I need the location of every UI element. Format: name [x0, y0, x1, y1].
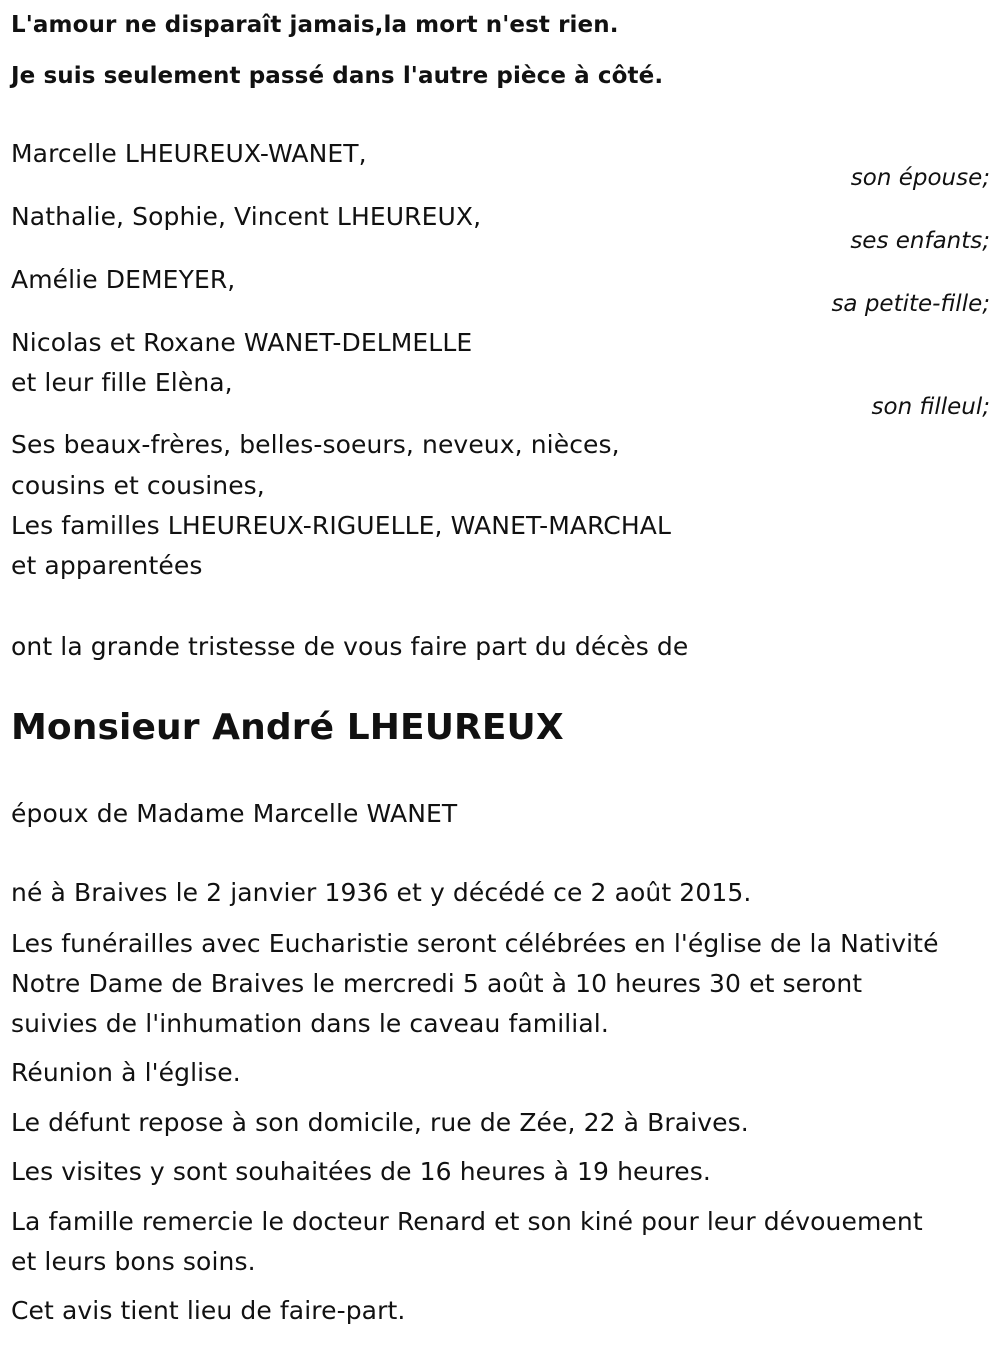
deceased-name: Monsieur André LHEUREUX	[11, 707, 564, 748]
family-role-spouse: son épouse;	[850, 165, 990, 191]
birth-death-line: né à Braives le 2 janvier 1936 et y décédé ce 2 août 2015.	[11, 878, 752, 907]
family-name-godson-line-2: et leur fille Elèna,	[11, 368, 233, 397]
visits-line: Les visites y sont souhaitées de 16 heures à 19 heures.	[11, 1157, 711, 1186]
family-role-godson: son filleul;	[871, 394, 990, 420]
others-line-1: Ses beaux-frères, belles-soeurs, neveux, nièces,	[11, 430, 620, 459]
family-name-children: Nathalie, Sophie, Vincent LHEUREUX,	[11, 202, 482, 231]
funeral-line-2: Notre Dame de Braives le mercredi 5 août à 10 heures 30 et seront	[11, 969, 863, 998]
rest-line: Le défunt repose à son domicile, rue de Zée, 22 à Braives.	[11, 1108, 749, 1137]
funeral-line-3: suivies de l'inhumation dans le caveau familial.	[11, 1009, 609, 1038]
family-role-granddaughter: sa petite-fille;	[831, 291, 990, 317]
others-line-2: cousins et cousines,	[11, 471, 265, 500]
others-line-3: Les familles LHEUREUX-RIGUELLE, WANET-MARCHAL	[11, 511, 671, 540]
family-name-godson-line-1: Nicolas et Roxane WANET-DELMELLE	[11, 328, 473, 357]
family-name-spouse: Marcelle LHEUREUX-WANET,	[11, 139, 367, 168]
thanks-line-1: La famille remercie le docteur Renard et son kiné pour leur dévouement	[11, 1207, 923, 1236]
quote-line-1: L'amour ne disparaît jamais,la mort n'est rien.	[11, 12, 619, 38]
spouse-line: époux de Madame Marcelle WANET	[11, 799, 458, 828]
family-role-children: ses enfants;	[850, 228, 990, 254]
others-line-4: et apparentées	[11, 551, 203, 580]
thanks-line-2: et leurs bons soins.	[11, 1247, 256, 1276]
closing-line: Cet avis tient lieu de faire-part.	[11, 1296, 406, 1325]
funeral-line-1: Les funérailles avec Eucharistie seront célébrées en l'église de la Nativité	[11, 929, 939, 958]
announcement: ont la grande tristesse de vous faire part du décès de	[11, 632, 689, 661]
quote-line-2: Je suis seulement passé dans l'autre pièce à côté.	[11, 63, 664, 89]
family-name-granddaughter: Amélie DEMEYER,	[11, 265, 236, 294]
meeting-line: Réunion à l'église.	[11, 1058, 241, 1087]
